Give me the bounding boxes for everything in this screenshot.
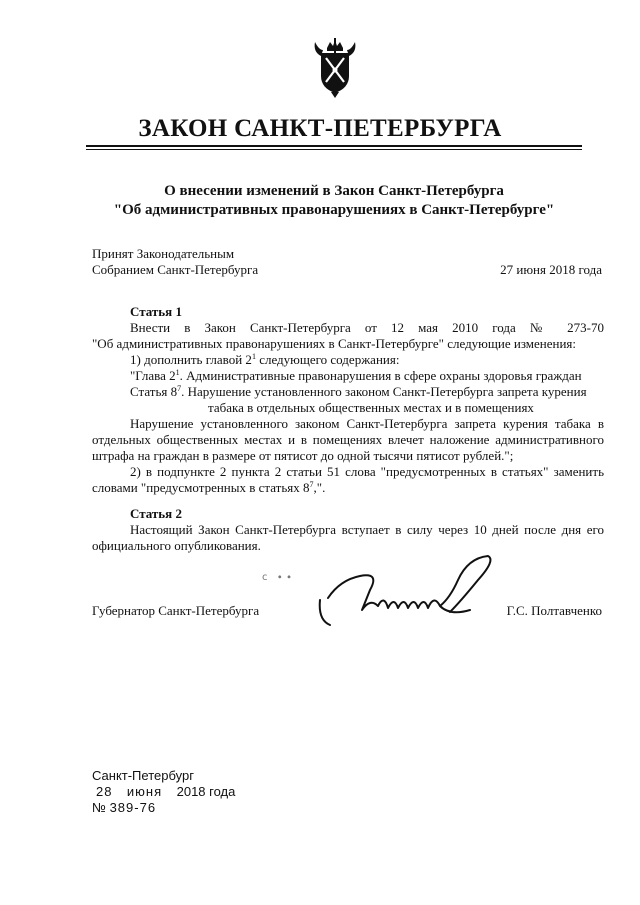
article-heading: Статья 2 <box>130 506 182 521</box>
article-title-continued: табака в отдельных общественных местах и в помещениях <box>208 400 534 415</box>
signing-city: Санкт-Петербург <box>92 768 194 783</box>
law-subject <box>86 182 582 220</box>
signing-date <box>92 784 235 800</box>
list-item: 2) в подпункте 2 пункта 2 статьи 51 слова "предусмотренных в статьях" заменить словами "предусмотренных в статьях $8^7$,". <box>92 464 604 495</box>
spb-coat-of-arms-icon <box>313 38 357 98</box>
law-body <box>92 304 604 554</box>
list-item: 1) дополнить главой $2^1$ следующего содержания: <box>130 352 400 367</box>
title-rule <box>86 145 582 147</box>
law-number: № 389-76 <box>92 800 157 815</box>
adoption-date: 27 июня 2018 года <box>500 262 602 277</box>
subject-line: "Об административных правонарушениях в Санкт-Петербурге" <box>113 202 555 218</box>
article-title: Статья $8^7$. Нарушение установленного законом Санкт-Петербурга запрета курения <box>130 384 587 399</box>
law-title: ЗАКОН САНКТ-ПЕТЕРБУРГА <box>138 115 502 142</box>
adoption-note <box>92 246 258 278</box>
governor-title: Губернатор Санкт-Петербурга <box>92 603 260 618</box>
paragraph: Нарушение установленного законом Санкт-Петербурга запрета курения табака в отдельных общественных местах и в помещениях влечет наложение административного штрафа на граждан в размере от пятисот до одной тысячи пятисот рублей."; <box>92 416 604 463</box>
signing-year: 2018 года <box>176 784 236 799</box>
article-heading: Статья 1 <box>130 304 182 319</box>
subject-line: О внесении изменений в Закон Санкт-Петербурга <box>164 183 504 199</box>
paragraph: Настоящий Закон Санкт-Петербурга вступает в силу через 10 дней после дня его официального опубликования. <box>92 522 604 553</box>
stamp-mark: с ∙∙ <box>262 572 296 583</box>
signing-day: 28 <box>96 784 113 799</box>
adoption-line: Принят Законодательным <box>92 246 235 261</box>
chapter-title: "Глава $2^1$. Административные правонарушения в сфере охраны здоровья граждан <box>130 368 582 383</box>
title-rule-thin <box>86 149 582 150</box>
paragraph: Внести в Закон Санкт-Петербурга от 12 мая 2010 года № 273-70 <box>130 320 604 335</box>
paragraph: "Об административных правонарушениях в Санкт-Петербурге" следующие изменения: <box>92 336 577 351</box>
adoption-line: Собранием Санкт-Петербурга <box>92 262 259 277</box>
governor-signature <box>300 550 500 630</box>
signing-place-date <box>92 768 235 816</box>
signing-month: июня <box>126 784 163 799</box>
governor-name: Г.С. Полтавченко <box>506 603 602 618</box>
